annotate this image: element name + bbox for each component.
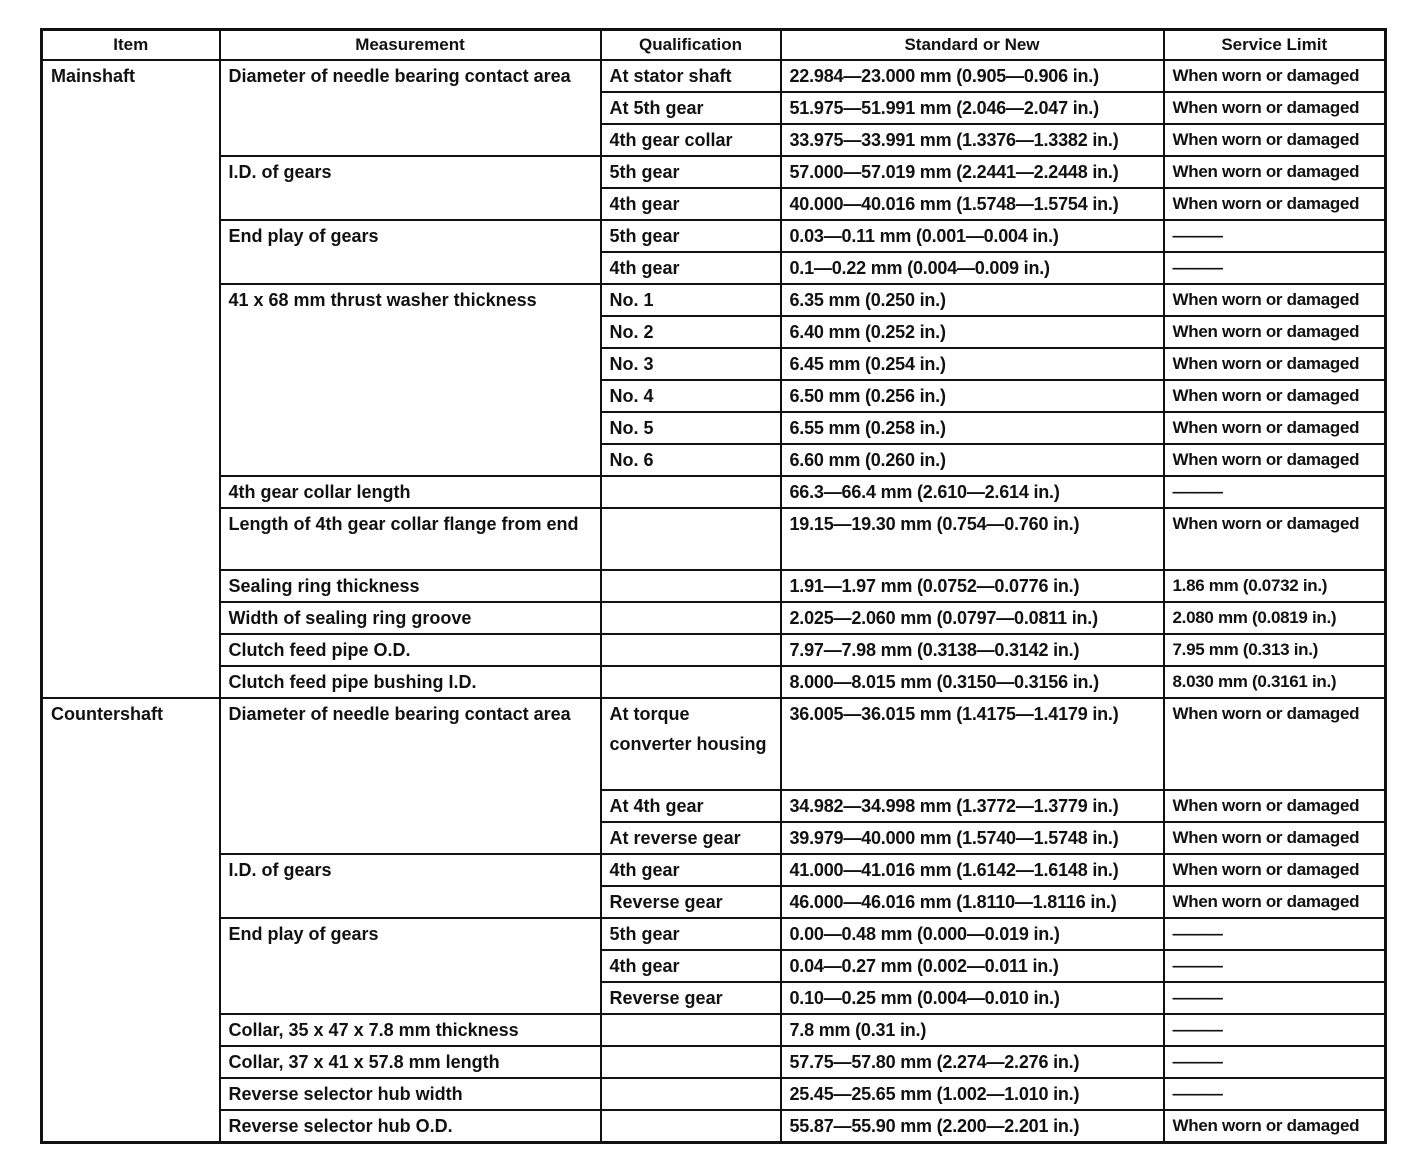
qualification-cell: [601, 634, 781, 666]
standard-cell: 25.45—25.65 mm (1.002—1.010 in.): [781, 1078, 1164, 1110]
standard-cell: 0.1—0.22 mm (0.004—0.009 in.): [781, 252, 1164, 284]
standard-cell: 0.10—0.25 mm (0.004—0.010 in.): [781, 982, 1164, 1014]
item-cell: Countershaft: [42, 698, 220, 1143]
standard-cell: 57.000—57.019 mm (2.2441—2.2448 in.): [781, 156, 1164, 188]
measurement-cell: Reverse selector hub O.D.: [220, 1110, 601, 1143]
table-row: [42, 918, 1386, 950]
measurement-cell: Diameter of needle bearing contact area: [220, 60, 601, 156]
qualification-cell: 5th gear: [601, 156, 781, 188]
qualification-cell: [601, 666, 781, 698]
standard-cell: 34.982—34.998 mm (1.3772—1.3779 in.): [781, 790, 1164, 822]
header-row: [42, 30, 1386, 61]
service-limit-cell: When worn or damaged: [1164, 92, 1386, 124]
header-qualification: Qualification: [601, 30, 781, 61]
service-limit-cell: When worn or damaged: [1164, 790, 1386, 822]
service-limit-cell: ———: [1164, 918, 1386, 950]
service-limit-cell: ———: [1164, 982, 1386, 1014]
standard-cell: 0.00—0.48 mm (0.000—0.019 in.): [781, 918, 1164, 950]
table-row: [42, 570, 1386, 602]
standard-cell: 6.60 mm (0.260 in.): [781, 444, 1164, 476]
service-limit-cell: When worn or damaged: [1164, 348, 1386, 380]
table-row: [42, 634, 1386, 666]
qualification-cell: [601, 1014, 781, 1046]
standard-cell: 6.55 mm (0.258 in.): [781, 412, 1164, 444]
service-limit-cell: When worn or damaged: [1164, 316, 1386, 348]
header-measurement: Measurement: [220, 30, 601, 61]
qualification-cell: 4th gear: [601, 950, 781, 982]
standard-cell: 66.3—66.4 mm (2.610—2.614 in.): [781, 476, 1164, 508]
service-limit-cell: 2.080 mm (0.0819 in.): [1164, 602, 1386, 634]
service-limit-cell: ———: [1164, 220, 1386, 252]
qualification-cell: [601, 602, 781, 634]
qualification-cell: 4th gear collar: [601, 124, 781, 156]
measurement-cell: Clutch feed pipe bushing I.D.: [220, 666, 601, 698]
measurement-cell: 4th gear collar length: [220, 476, 601, 508]
standard-cell: 39.979—40.000 mm (1.5740—1.5748 in.): [781, 822, 1164, 854]
measurement-cell: I.D. of gears: [220, 854, 601, 918]
table-body: [42, 60, 1386, 1143]
service-limit-cell: ———: [1164, 950, 1386, 982]
service-limit-cell: ———: [1164, 1078, 1386, 1110]
measurement-cell: End play of gears: [220, 918, 601, 1014]
standard-cell: 0.04—0.27 mm (0.002—0.011 in.): [781, 950, 1164, 982]
table-row: [42, 602, 1386, 634]
standard-cell: 6.40 mm (0.252 in.): [781, 316, 1164, 348]
qualification-cell: [601, 508, 781, 570]
service-limit-cell: When worn or damaged: [1164, 380, 1386, 412]
standard-cell: 6.45 mm (0.254 in.): [781, 348, 1164, 380]
qualification-cell: [601, 1046, 781, 1078]
measurement-cell: Collar, 37 x 41 x 57.8 mm length: [220, 1046, 601, 1078]
standard-cell: 7.8 mm (0.31 in.): [781, 1014, 1164, 1046]
table-row: [42, 1046, 1386, 1078]
table-row: [42, 854, 1386, 886]
qualification-cell: At 5th gear: [601, 92, 781, 124]
qualification-cell: Reverse gear: [601, 886, 781, 918]
qualification-cell: No. 3: [601, 348, 781, 380]
table-row: [42, 698, 1386, 790]
qualification-cell: No. 5: [601, 412, 781, 444]
standard-cell: 1.91—1.97 mm (0.0752—0.0776 in.): [781, 570, 1164, 602]
table-row: [42, 1078, 1386, 1110]
service-limit-cell: 1.86 mm (0.0732 in.): [1164, 570, 1386, 602]
qualification-cell: 5th gear: [601, 918, 781, 950]
header-service-limit: Service Limit: [1164, 30, 1386, 61]
qualification-cell: 4th gear: [601, 854, 781, 886]
standard-cell: 6.35 mm (0.250 in.): [781, 284, 1164, 316]
service-limit-cell: ———: [1164, 1014, 1386, 1046]
qualification-cell: No. 4: [601, 380, 781, 412]
service-limit-cell: When worn or damaged: [1164, 698, 1386, 790]
service-limit-cell: When worn or damaged: [1164, 412, 1386, 444]
service-limit-cell: When worn or damaged: [1164, 508, 1386, 570]
standard-cell: 19.15—19.30 mm (0.754—0.760 in.): [781, 508, 1164, 570]
standard-cell: 40.000—40.016 mm (1.5748—1.5754 in.): [781, 188, 1164, 220]
qualification-cell: 4th gear: [601, 188, 781, 220]
qualification-cell: No. 6: [601, 444, 781, 476]
standard-cell: 22.984—23.000 mm (0.905—0.906 in.): [781, 60, 1164, 92]
table-row: [42, 156, 1386, 188]
measurement-cell: Sealing ring thickness: [220, 570, 601, 602]
qualification-cell: 5th gear: [601, 220, 781, 252]
standard-cell: 51.975—51.991 mm (2.046—2.047 in.): [781, 92, 1164, 124]
service-limit-cell: ———: [1164, 1046, 1386, 1078]
service-limit-cell: When worn or damaged: [1164, 188, 1386, 220]
service-limit-cell: When worn or damaged: [1164, 284, 1386, 316]
table-row: [42, 1014, 1386, 1046]
standard-cell: 36.005—36.015 mm (1.4175—1.4179 in.): [781, 698, 1164, 790]
qualification-cell: At stator shaft: [601, 60, 781, 92]
measurement-cell: Diameter of needle bearing contact area: [220, 698, 601, 854]
measurement-cell: Length of 4th gear collar flange from end: [220, 508, 601, 570]
qualification-cell: At 4th gear: [601, 790, 781, 822]
header-standard: Standard or New: [781, 30, 1164, 61]
measurement-cell: End play of gears: [220, 220, 601, 284]
standard-cell: 41.000—41.016 mm (1.6142—1.6148 in.): [781, 854, 1164, 886]
service-limit-cell: When worn or damaged: [1164, 60, 1386, 92]
measurement-cell: Collar, 35 x 47 x 7.8 mm thickness: [220, 1014, 601, 1046]
standard-cell: 55.87—55.90 mm (2.200—2.201 in.): [781, 1110, 1164, 1143]
service-limit-cell: ———: [1164, 476, 1386, 508]
spec-table: [40, 28, 1387, 1144]
standard-cell: 33.975—33.991 mm (1.3376—1.3382 in.): [781, 124, 1164, 156]
item-cell: Mainshaft: [42, 60, 220, 698]
table-row: [42, 508, 1386, 570]
table-row: [42, 476, 1386, 508]
service-limit-cell: When worn or damaged: [1164, 444, 1386, 476]
qualification-cell: Reverse gear: [601, 982, 781, 1014]
qualification-cell: [601, 476, 781, 508]
header-item: Item: [42, 30, 220, 61]
qualification-cell: [601, 1078, 781, 1110]
service-limit-cell: 7.95 mm (0.313 in.): [1164, 634, 1386, 666]
qualification-cell: At torque converter housing: [601, 698, 781, 790]
service-limit-cell: When worn or damaged: [1164, 822, 1386, 854]
table-row: [42, 60, 1386, 92]
standard-cell: 0.03—0.11 mm (0.001—0.004 in.): [781, 220, 1164, 252]
table-row: [42, 284, 1386, 316]
service-limit-cell: When worn or damaged: [1164, 854, 1386, 886]
measurement-cell: Reverse selector hub width: [220, 1078, 601, 1110]
measurement-cell: Width of sealing ring groove: [220, 602, 601, 634]
measurement-cell: 41 x 68 mm thrust washer thickness: [220, 284, 601, 476]
service-limit-cell: When worn or damaged: [1164, 1110, 1386, 1143]
standard-cell: 8.000—8.015 mm (0.3150—0.3156 in.): [781, 666, 1164, 698]
service-limit-cell: 8.030 mm (0.3161 in.): [1164, 666, 1386, 698]
table-row: [42, 666, 1386, 698]
standard-cell: 57.75—57.80 mm (2.274—2.276 in.): [781, 1046, 1164, 1078]
qualification-cell: No. 1: [601, 284, 781, 316]
qualification-cell: At reverse gear: [601, 822, 781, 854]
measurement-cell: Clutch feed pipe O.D.: [220, 634, 601, 666]
standard-cell: 2.025—2.060 mm (0.0797—0.0811 in.): [781, 602, 1164, 634]
measurement-cell: I.D. of gears: [220, 156, 601, 220]
qualification-cell: [601, 1110, 781, 1143]
service-limit-cell: When worn or damaged: [1164, 156, 1386, 188]
qualification-cell: [601, 570, 781, 602]
qualification-cell: No. 2: [601, 316, 781, 348]
table-row: [42, 1110, 1386, 1143]
standard-cell: 6.50 mm (0.256 in.): [781, 380, 1164, 412]
service-limit-cell: ———: [1164, 252, 1386, 284]
standard-cell: 7.97—7.98 mm (0.3138—0.3142 in.): [781, 634, 1164, 666]
table-header: [42, 30, 1386, 61]
service-limit-cell: When worn or damaged: [1164, 124, 1386, 156]
table-row: [42, 220, 1386, 252]
standard-cell: 46.000—46.016 mm (1.8110—1.8116 in.): [781, 886, 1164, 918]
service-limit-cell: When worn or damaged: [1164, 886, 1386, 918]
qualification-cell: 4th gear: [601, 252, 781, 284]
